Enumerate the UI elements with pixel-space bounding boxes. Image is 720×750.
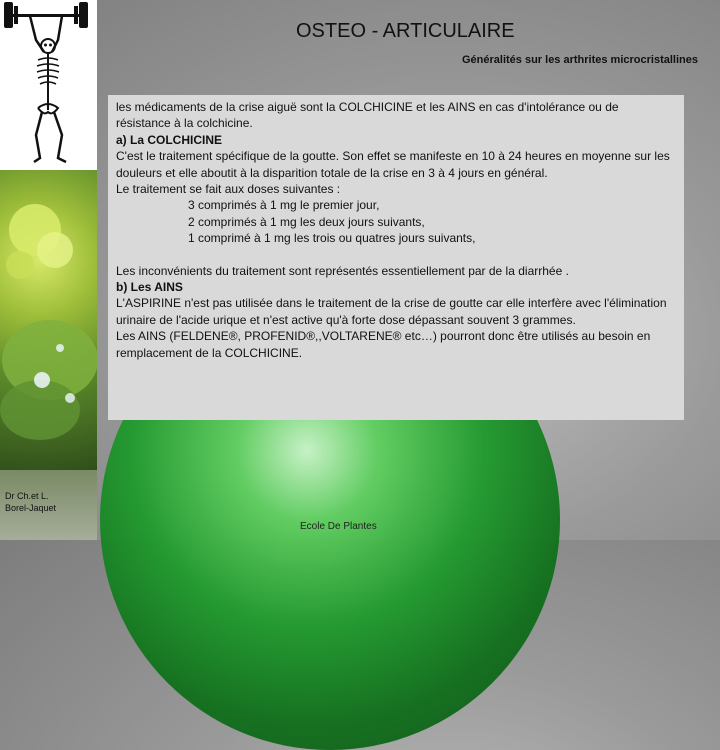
ains-paragraph: Les AINS (FELDENE®, PROFENID®,,VOLTARENE® etc…) pourront donc être utilisés au besoin en remplacement de la COLCHICINE. <box>116 329 651 360</box>
dosage-intro: Le traitement se fait aux doses suivantes : <box>116 182 341 197</box>
skeleton-weightlifter-icon <box>0 0 97 170</box>
aspirin-paragraph: L'ASPIRINE n'est pas utilisée dans le traitement de la crise de goutte car elle interfère avec l'élimination urinaire de l'acide urique et n'est active qu'à forte dose dépassant souvent 3 grammes. <box>116 296 667 327</box>
slide-subtitle: Généralités sur les arthrites microcristallines <box>461 54 698 66</box>
dose-line: 2 comprimés à 1 mg les deux jours suivants, <box>188 214 425 229</box>
heading-colchicine: a) La COLCHICINE <box>116 132 223 147</box>
intro-paragraph: les médicaments de la crise aiguë sont la COLCHICINE et les AINS en cas d'intolérance ou de résistance à la colchicine. <box>116 100 619 131</box>
author-line: Borel-Jaquet <box>5 503 57 513</box>
lady-mantle-leaf-photo <box>0 170 97 470</box>
colchicine-paragraph: C'est le traitement spécifique de la goutte. Son effet se manifeste en 10 à 24 heures en moyenne sur les douleurs et elle aboutit à la disparition totale de la crise en 3 à 4 jours en général. <box>116 149 670 180</box>
footer-text: Ecole De Plantes <box>300 521 377 532</box>
side-effects-paragraph: Les inconvénients du traitement sont représentés essentiellement par de la diarrhée . <box>116 263 569 278</box>
dose-line: 1 comprimé à 1 mg les trois ou quatres jours suivants, <box>188 231 476 246</box>
dose-line: 3 comprimés à 1 mg le premier jour, <box>188 198 380 213</box>
author-line: Dr Ch.et L. <box>5 491 49 501</box>
heading-ains: b) Les AINS <box>116 280 183 295</box>
slide-title: OSTEO - ARTICULAIRE <box>296 20 515 42</box>
author-credit <box>5 490 56 514</box>
content-panel <box>108 95 684 420</box>
